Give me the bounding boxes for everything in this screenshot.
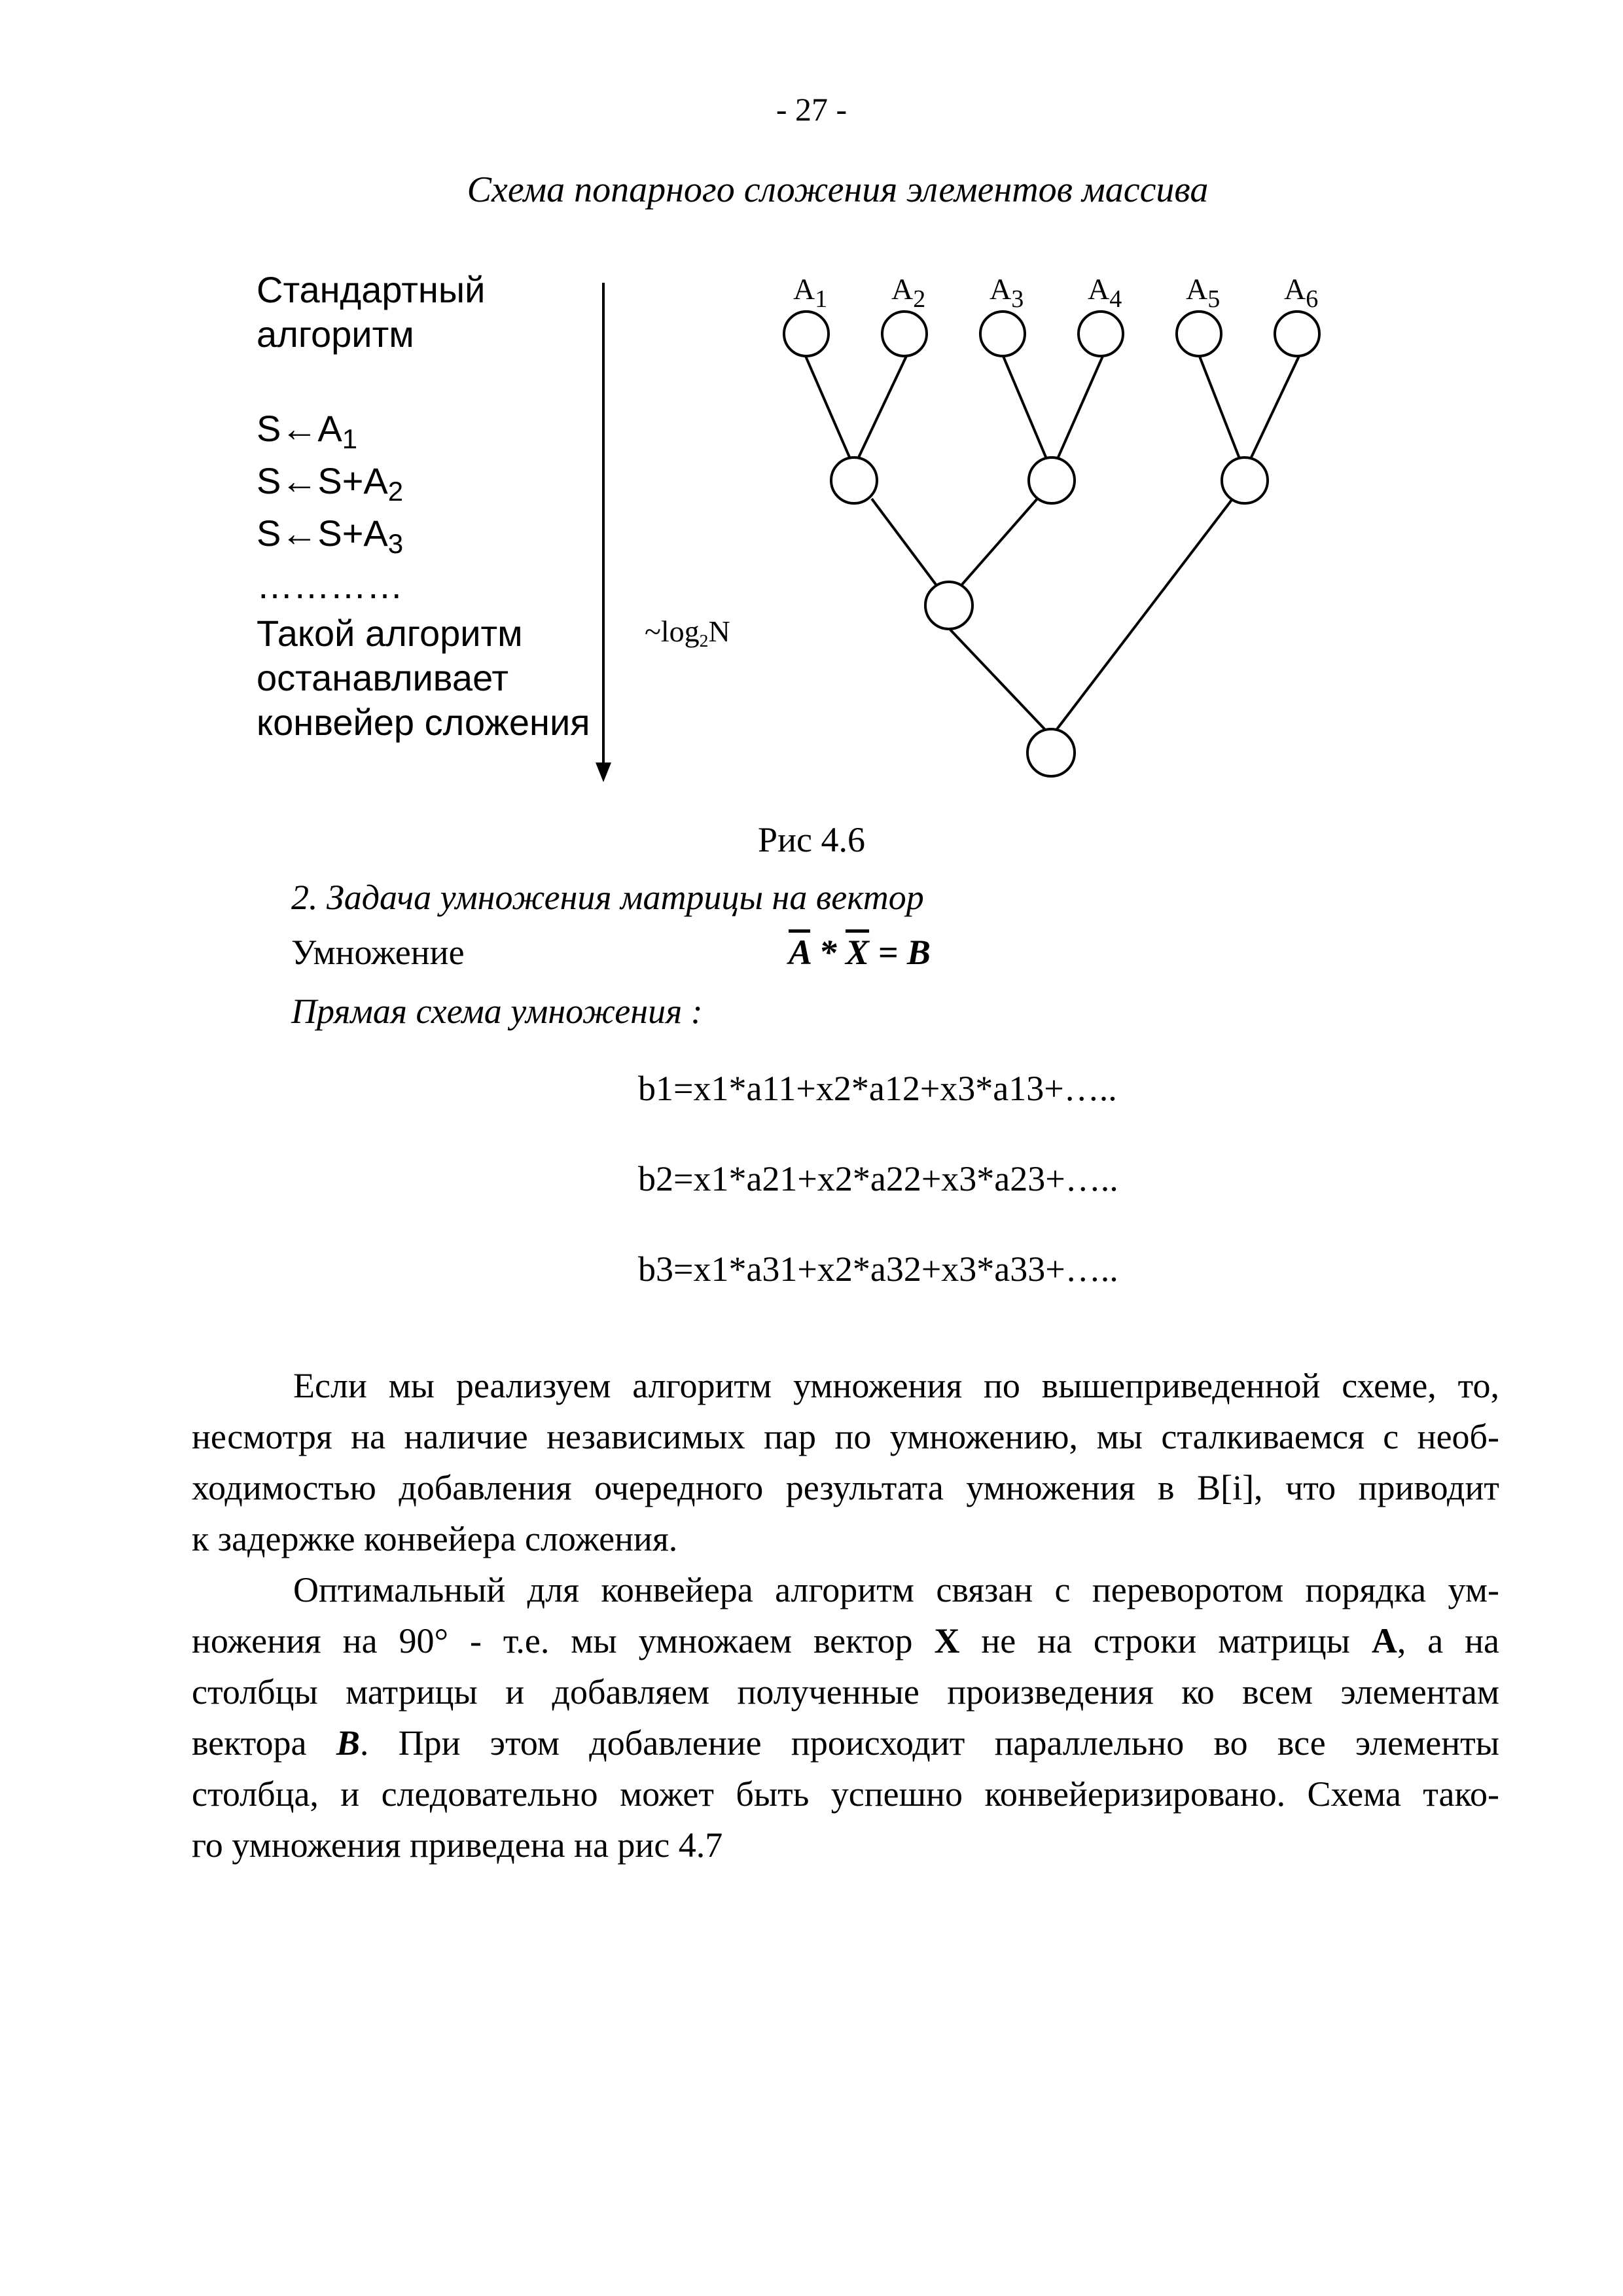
p2l4-text-b: . При этом добавление происходит параллельно во все элементы [359,1723,1500,1763]
edge-s4-root [949,628,1047,732]
step-3-text: S←S+A [257,512,388,554]
edge-a6-s3 [1250,355,1300,460]
figure-caption: Рис 4.6 [758,820,865,859]
eq-op1: * [810,933,846,972]
note-line1: Такой алгоритм [257,613,523,654]
edge-a4-s2 [1057,355,1103,460]
edge-s2-s4 [962,499,1037,584]
p2l2-matrix-a: A [1371,1621,1397,1660]
mult-label: Умножение [291,933,465,972]
p2l2-vector-x: X [934,1621,960,1660]
steps-ellipsis: ………… [257,565,403,606]
edge-a5-s3 [1199,355,1240,460]
paragraph1-line4: к задержке конвейера сложения. [192,1519,678,1558]
edge-a3-s2 [1003,355,1047,460]
sum-node-2 [1029,457,1075,503]
edge-a1-s1 [805,355,851,460]
step-2-sub: 2 [387,475,404,507]
algorithm-heading-line1: Стандартный [257,269,486,310]
leaf-label-2: $A_2$ [891,272,926,313]
paragraph2-line3: столбцы матрицы и добавляем полученные произведения ко всем элементам [192,1672,1499,1712]
paragraph2-line2 [192,1615,1499,1666]
paragraph2-line1: Оптимальный для конвейера алгоритм связан с переворотом порядка ум- [293,1570,1499,1609]
algorithm-heading-line2: алгоритм [257,314,414,355]
formula-b3: b3=x1*a31+x2*a32+x3*a33+….. [638,1249,1118,1289]
leaf-label-6: $A_6$ [1284,272,1319,313]
leaf-label-5: $A_5$ [1186,272,1221,313]
formula-b1: b1=x1*a11+x2*a12+x3*a13+….. [638,1069,1117,1108]
tree-edges [805,355,1300,732]
paragraph1-line2: несмотря на наличие независимых пар по умножению, мы сталкиваемся с необ- [192,1417,1499,1456]
eq-vector-x: $\overline{X}$ [846,933,870,972]
sum-node-4 [925,582,972,629]
sum-node-3 [1222,457,1268,503]
paragraph2-line5: столбца, и следовательно может быть успешно конвейеризировано. Схема тако- [192,1774,1499,1814]
figure-title: Схема попарного сложения элементов массива [467,170,1209,210]
leaf-node-5 [1177,312,1221,356]
step-3-sub: 3 [387,528,404,559]
edge-a2-s1 [857,355,907,460]
p2l2-text-a: ножения на 90° - т.е. мы умножаем вектор [192,1621,935,1660]
leaf-node-4 [1079,312,1123,356]
leaf-label-4: $A_4$ [1088,272,1122,313]
edge-s1-s4 [872,499,936,584]
tree-nodes [784,312,1319,776]
leaf-node-2 [882,312,927,356]
p2l4-text-a: вектора [192,1723,336,1763]
leaf-node-1 [784,312,829,356]
depth-label-sub: 2 [699,630,709,651]
formula-b2: b2=x1*a21+x2*a22+x3*a23+….. [638,1159,1118,1198]
page-number: - 27 - [776,91,847,128]
leaf-label-3: $A_3$ [990,272,1024,313]
eq-matrix-a: $\overline{A}$ [789,933,811,972]
direct-scheme-label: Прямая схема умножения : [291,992,703,1031]
leaf-node-3 [980,312,1025,356]
step-2-text: S←S+A [257,460,388,501]
depth-label-suffix: N [708,615,730,648]
p2l2-text-b: не на строки матрицы [959,1621,1372,1660]
depth-label-prefix: ~log [645,615,700,648]
step-1-text: S←A [257,408,342,449]
sum-node-1 [831,457,877,503]
depth-arrow-head [596,762,611,782]
note-line2: останавливает [257,657,508,698]
leaf-label-1: $A_1$ [793,272,828,313]
paragraph2-line4 [192,1717,1499,1768]
eq-op2: = [869,933,907,972]
note-line3: конвейер сложения [257,702,590,743]
p2l2-text-c: , а на [1397,1621,1499,1660]
paragraph2-line6: го умножения приведена на рис 4.7 [192,1825,723,1865]
root-node [1027,729,1075,776]
eq-vector-b: B [906,933,931,972]
pairwise-sum-diagram [0,0,1623,818]
edge-s3-root [1055,497,1234,732]
leaf-node-6 [1275,312,1319,356]
paragraph1-line1: Если мы реализуем алгоритм умножения по вышеприведенной схеме, то, [293,1366,1499,1405]
p2l4-vector-b: B [336,1723,360,1763]
section-heading: 2. Задача умножения матрицы на вектор [291,878,924,917]
step-1-sub: 1 [342,423,358,454]
mult-equation [789,931,931,974]
paragraph1-line3: ходимостью добавления очередного результата умножения в B[i], что приводит [192,1468,1499,1507]
